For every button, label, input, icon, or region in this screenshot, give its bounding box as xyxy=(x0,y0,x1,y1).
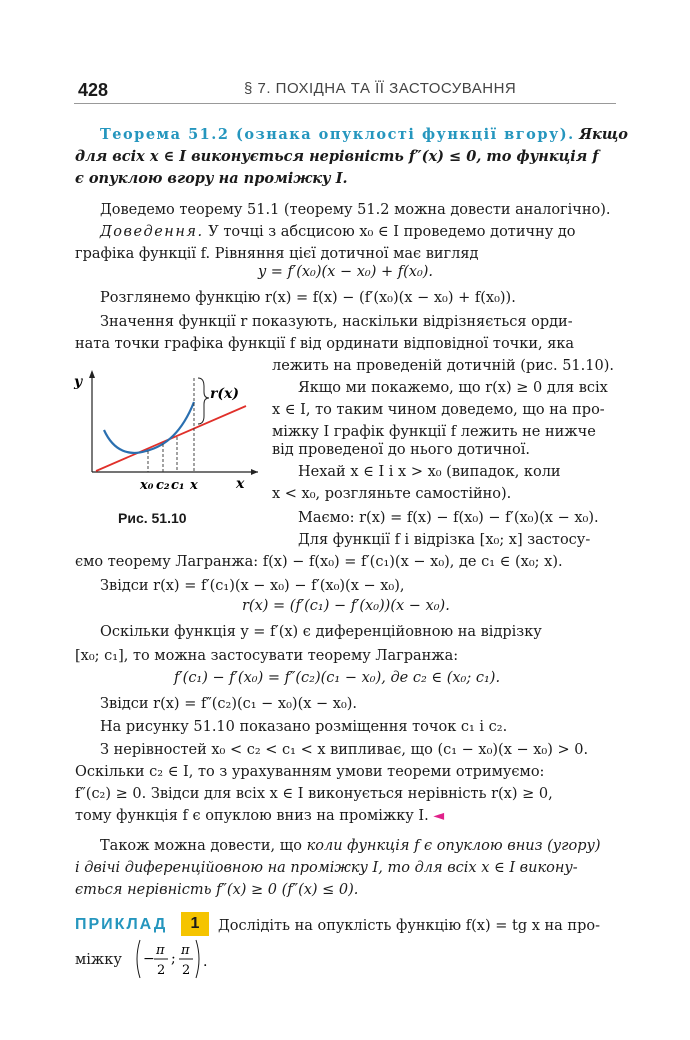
proof-line-20: Звідси r(x) = f″(c₂)(c₁ − x₀)(x − x₀). xyxy=(100,696,358,712)
proof-line-2 xyxy=(100,222,576,242)
proof-conclusion: тому функція f є опуклою вниз на проміжку I. xyxy=(75,808,429,824)
proof-label: Доведення. xyxy=(100,224,204,240)
proof-line-7: лежить на проведеній дотичній (рис. 51.10). xyxy=(272,358,614,374)
proof-line-14: Маємо: r(x) = f(x) − f(x₀) − f′(x₀)(x − x₀). xyxy=(298,510,599,526)
final-period: . xyxy=(203,954,208,970)
proof-line-12: Нехай x ∈ I і x > x₀ (випадок, коли xyxy=(298,464,561,480)
tick-x0: x₀ xyxy=(140,478,154,493)
proof-line-23: Оскільки c₂ ∈ I, то з урахуванням умови теореми отримуємо: xyxy=(75,764,545,780)
remark-line-1 xyxy=(100,836,601,856)
y-axis-label: y xyxy=(74,374,83,390)
example-line-2: міжку xyxy=(75,952,122,968)
proof-line-1: Доведемо теорему 51.1 (теорему 51.2 можна довести аналогічно). xyxy=(100,202,611,218)
r-formula: r(x) = (f′(c₁) − f′(x₀))(x − x₀). xyxy=(242,598,450,614)
pi-numerator-1: π xyxy=(156,943,165,958)
x-axis-arrow-icon xyxy=(251,469,258,475)
left-paren xyxy=(137,940,140,978)
page-number: 428 xyxy=(78,80,109,100)
proof-line-22: З нерівностей x₀ < c₂ < c₁ < x випливає, що (c₁ − x₀)(x − x₀) > 0. xyxy=(100,742,589,758)
tick-x: x xyxy=(190,478,198,493)
proof-line-10: міжку I графік функції f лежить не нижче xyxy=(272,424,596,440)
right-paren xyxy=(196,940,199,978)
remark-line-3: ється нерівність f″(x) ≥ 0 (f″(x) ≤ 0). xyxy=(75,882,359,898)
theorem-line-3: є опуклою вгору на проміжку I. xyxy=(75,170,348,187)
proof-line-21: На рисунку 51.10 показано розміщення точок c₁ і c₂. xyxy=(100,719,508,735)
proof-line-9: x ∈ I, то таким чином доведемо, що на про- xyxy=(272,402,605,418)
semicolon: ; xyxy=(171,951,176,967)
remark-intro: Також можна довести, що xyxy=(100,838,302,854)
proof-line-3: графіка функції f. Рівняння цієї дотичної має вигляд xyxy=(75,246,479,262)
figure-caption: Рис. 51.10 xyxy=(118,510,187,526)
proof-line-5: Значення функції r показують, наскільки відрізняється орди- xyxy=(100,314,573,330)
proof-line-25 xyxy=(75,806,444,826)
theorem-text-start: Якщо xyxy=(579,126,628,143)
proof-line-17: Звідси r(x) = f′(c₁)(x − x₀) − f′(x₀)(x − x₀), xyxy=(100,578,405,594)
theorem-title: Теорема 51.2 (ознака опуклості функції вгору). xyxy=(100,126,575,143)
figure-51-10 xyxy=(70,360,270,500)
x-axis-label: x xyxy=(236,476,245,492)
tangent-equation: y = f′(x₀)(x − x₀) + f(x₀). xyxy=(258,264,434,280)
proof-line-18: Оскільки функція y = f′(x) є диференційовною на відрізку xyxy=(100,624,542,640)
theorem-line-2: для всіх x ∈ I виконується нерівність f″(x) ≤ 0, то функція f xyxy=(75,148,599,165)
r-brace xyxy=(198,378,209,424)
proof-line-24: f″(c₂) ≥ 0. Звідси для всіх x ∈ I виконується нерівність r(x) ≥ 0, xyxy=(75,786,553,802)
denominator-2: 2 xyxy=(182,963,191,978)
proof-line-2-text: У точці з абсцисою x₀ ∈ I проведемо дотичну до xyxy=(208,224,576,240)
proof-line-15: Для функції f і відрізка [x₀; x] застосу- xyxy=(298,532,591,548)
proof-line-13: x < x₀, розгляньте самостійно). xyxy=(272,486,512,502)
example-label: ПРИКЛАД xyxy=(75,916,168,933)
function-graph xyxy=(104,402,194,453)
lagrange-formula: f′(c₁) − f′(x₀) = f″(c₂)(c₁ − x₀), де c₂ ∈ (x₀; c₁). xyxy=(174,670,501,686)
tick-c2: c₂ xyxy=(156,478,170,493)
r-label: r(x) xyxy=(210,386,239,402)
pi-numerator-2: π xyxy=(181,943,190,958)
remark-line-2: і двічі диференційовною на проміжку I, то для всіх x ∈ I викону- xyxy=(75,860,578,876)
interval-fraction xyxy=(132,936,212,982)
y-axis-arrow-icon xyxy=(89,370,95,378)
theorem-line-1 xyxy=(100,125,628,145)
proof-line-11: від проведеної до нього дотичної. xyxy=(272,442,530,458)
minus-sign: − xyxy=(143,951,155,967)
denominator-1: 2 xyxy=(157,963,166,978)
end-of-proof-icon: ◄ xyxy=(433,808,445,824)
remark-italic-1: коли функція f є опуклою вниз (угору) xyxy=(306,838,601,854)
example-line-1: Дослідіть на опуклість функцію f(x) = tg x на про- xyxy=(218,918,601,934)
proof-line-6: ната точки графіка функції f від ординати відповідної точки, яка xyxy=(75,336,575,352)
proof-line-19: [x₀; c₁], то можна застосувати теорему Лагранжа: xyxy=(75,648,459,664)
proof-line-8: Якщо ми покажемо, що r(x) ≥ 0 для всіх xyxy=(298,380,608,396)
proof-line-16: ємо теорему Лагранжа: f(x) − f(x₀) = f′(c₁)(x − x₀), де c₁ ∈ (x₀; x). xyxy=(75,554,563,570)
header-divider xyxy=(74,103,616,104)
tick-c1: c₁ xyxy=(171,478,185,493)
example-number: 1 xyxy=(181,912,209,936)
proof-line-4: Розглянемо функцію r(x) = f(x) − (f′(x₀)(x − x₀) + f(x₀)). xyxy=(100,290,516,306)
chapter-title: § 7. ПОХІДНА ТА ЇЇ ЗАСТОСУВАННЯ xyxy=(244,80,517,97)
